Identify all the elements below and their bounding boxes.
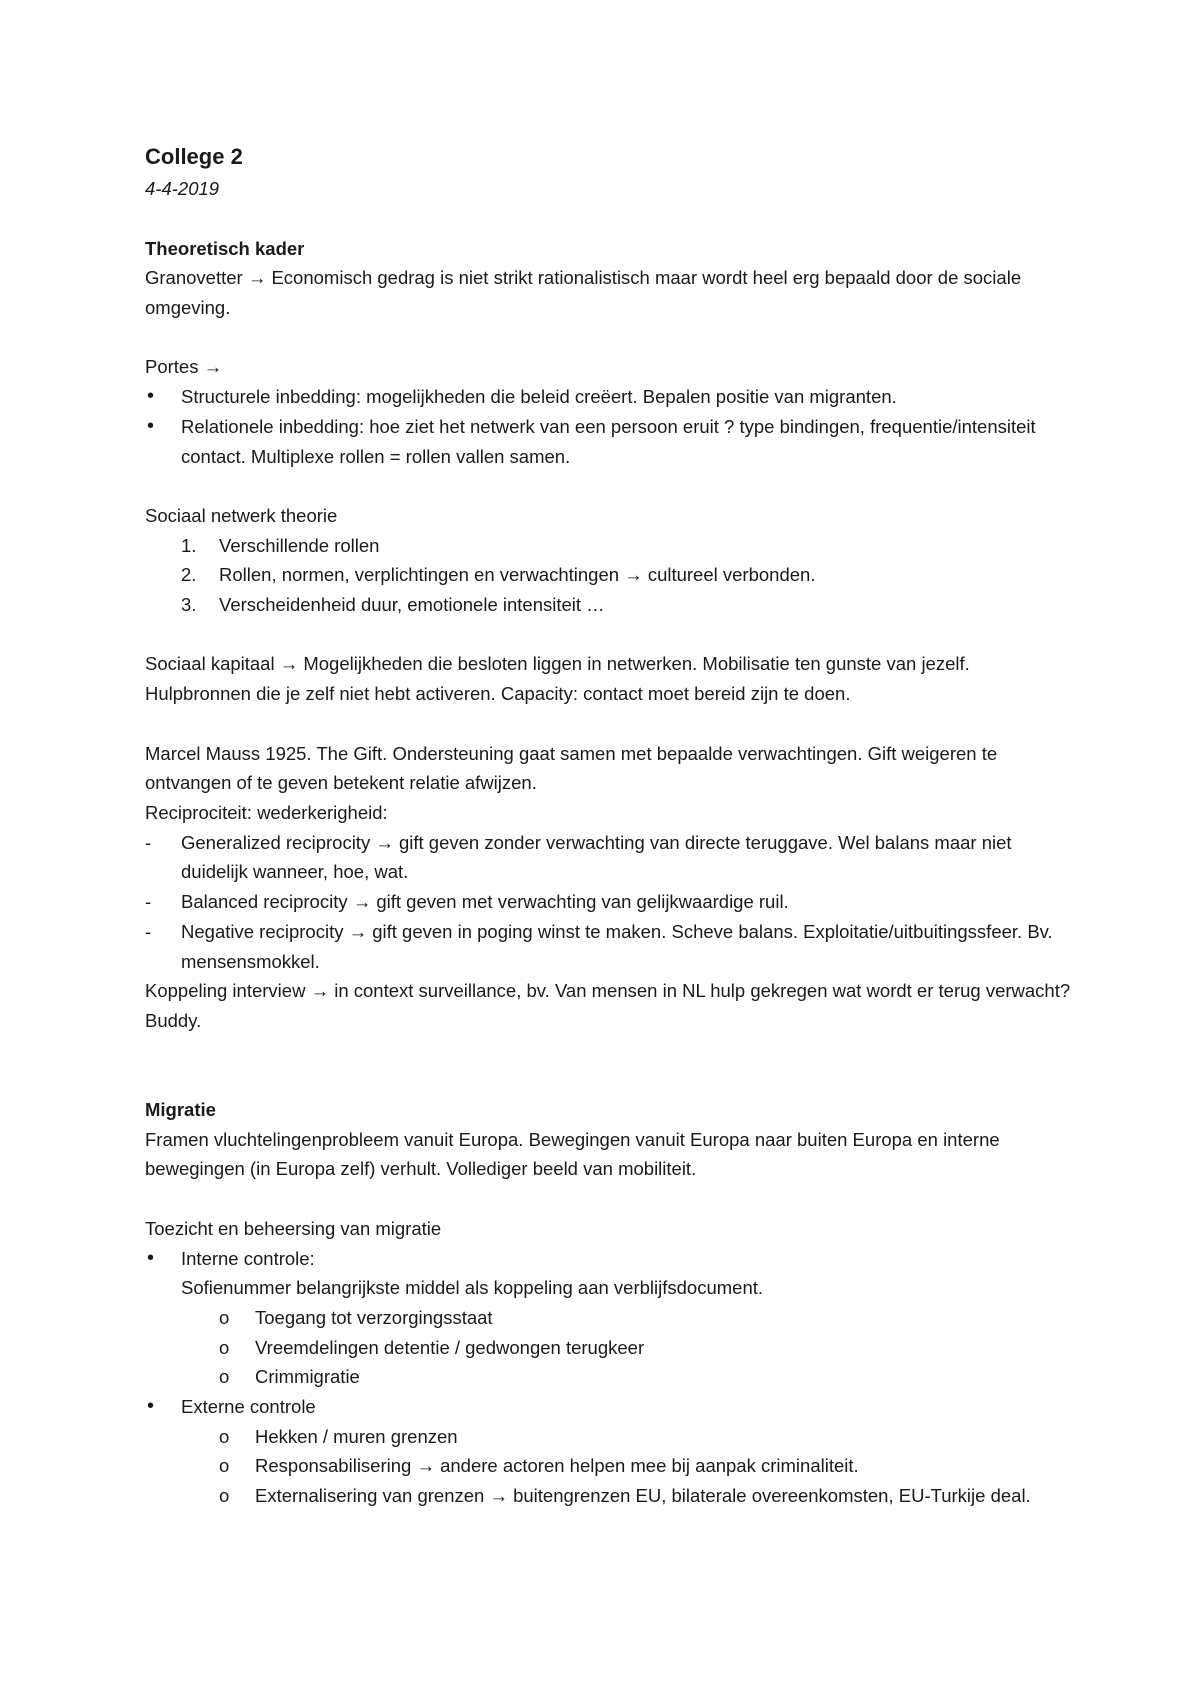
list-item: 2. Rollen, normen, verplichtingen en verwachtingen → cultureel verbonden. [181, 564, 816, 586]
list-item: 1. Verschillende rollen [181, 534, 380, 556]
circle-bullet-icon: o [219, 1306, 230, 1328]
circle-bullet-icon: o [219, 1425, 230, 1447]
list-item: - Generalized reciprocity → gift geven zonder verwachting van directe teruggave. Wel balans maar niet duidelijk wanneer, hoe, wat. [145, 828, 1075, 887]
list-item: o Responsabilisering → andere actoren helpen mee bij aanpak criminaliteit. [145, 1451, 1075, 1481]
circle-bullet-icon: o [219, 1485, 230, 1507]
dash-marker: - [145, 891, 152, 913]
reciprociteit-label: Reciprociteit: wederkerigheid: [145, 801, 388, 823]
interne-sublist [145, 1303, 1075, 1392]
list-item: - Negative reciprocity → gift geven in poging winst te maken. Scheve balans. Exploitatie/uitbuitingssfeer. Bv. mensensmokkel. [145, 917, 1075, 976]
list-item: Interne controle: [181, 1247, 315, 1269]
toezicht-list [145, 1244, 1075, 1274]
list-item: Relationele inbedding: hoe ziet het netwerk van een persoon eruit ? type bindingen, frequentie/intensiteit contact. Multiplexe rollen = rollen vallen samen. [181, 415, 1036, 467]
netwerk-list [145, 531, 1075, 620]
document-date: 4-4-2019 [145, 178, 220, 199]
externe-sublist [145, 1422, 1075, 1511]
heading-migratie: Migratie [145, 1099, 216, 1120]
portes-label: Portes → [145, 356, 223, 378]
externe-list [145, 1392, 1075, 1422]
list-item: o Vreemdelingen detentie / gedwongen terugkeer [145, 1333, 1075, 1363]
toezicht-label: Toezicht en beheersing van migratie [145, 1217, 442, 1239]
list-item: o Hekken / muren grenzen [145, 1422, 1075, 1452]
mauss-paragraph: Marcel Mauss 1925. The Gift. Ondersteuning gaat samen met bepaalde verwachtingen. Gift weigeren te ontvangen of te geven betekent relatie afwijzen. [145, 742, 998, 794]
circle-bullet-icon: o [219, 1366, 230, 1388]
portes-list [145, 382, 1075, 471]
circle-bullet-icon: o [219, 1455, 230, 1477]
reciprociteit-list [145, 828, 1075, 977]
dash-marker: - [145, 920, 152, 942]
list-item: o Externalisering van grenzen → buitengrenzen EU, bilaterale overeenkomsten, EU-Turkije deal. [145, 1481, 1075, 1511]
interne-line: Sofienummer belangrijkste middel als koppeling aan verblijfsdocument. [181, 1277, 764, 1299]
document-title: College 2 [145, 144, 243, 169]
netwerk-label: Sociaal netwerk theorie [145, 504, 338, 526]
list-item: o Toegang tot verzorgingsstaat [145, 1303, 1075, 1333]
list-item: o Crimmigratie [145, 1362, 1075, 1392]
list-item: Structurele inbedding: mogelijkheden die beleid creëert. Bepalen positie van migranten. [181, 386, 897, 408]
heading-theoretisch-kader: Theoretisch kader [145, 237, 305, 259]
list-item: 3. Verscheidenheid duur, emotionele intensiteit … [181, 594, 605, 616]
circle-bullet-icon: o [219, 1336, 230, 1358]
document-page [145, 140, 1075, 1511]
kapitaal-paragraph: Sociaal kapitaal → Mogelijkheden die besloten liggen in netwerken. Mobilisatie ten gunste van jezelf. Hulpbronnen die je zelf niet hebt activeren. Capacity: contact moet bereid zijn te doen. [145, 653, 970, 705]
dash-marker: - [145, 831, 152, 853]
koppeling-paragraph: Koppeling interview → in context surveillance, bv. Van mensen in NL hulp gekregen wat wordt er terug verwacht? Buddy. [145, 980, 1071, 1031]
granovetter-paragraph: Granovetter → Economisch gedrag is niet strikt rationalistisch maar wordt heel erg bepaald door de sociale omgeving. [145, 267, 1022, 319]
list-item: - Balanced reciprocity → gift geven met verwachting van gelijkwaardige ruil. [145, 887, 1075, 917]
list-item: Externe controle [181, 1396, 316, 1418]
migratie-paragraph: Framen vluchtelingenprobleem vanuit Europa. Bewegingen vanuit Europa naar buiten Europa en interne bewegingen (in Europa zelf) verhult. Vollediger beeld van mobiliteit. [145, 1128, 1000, 1180]
